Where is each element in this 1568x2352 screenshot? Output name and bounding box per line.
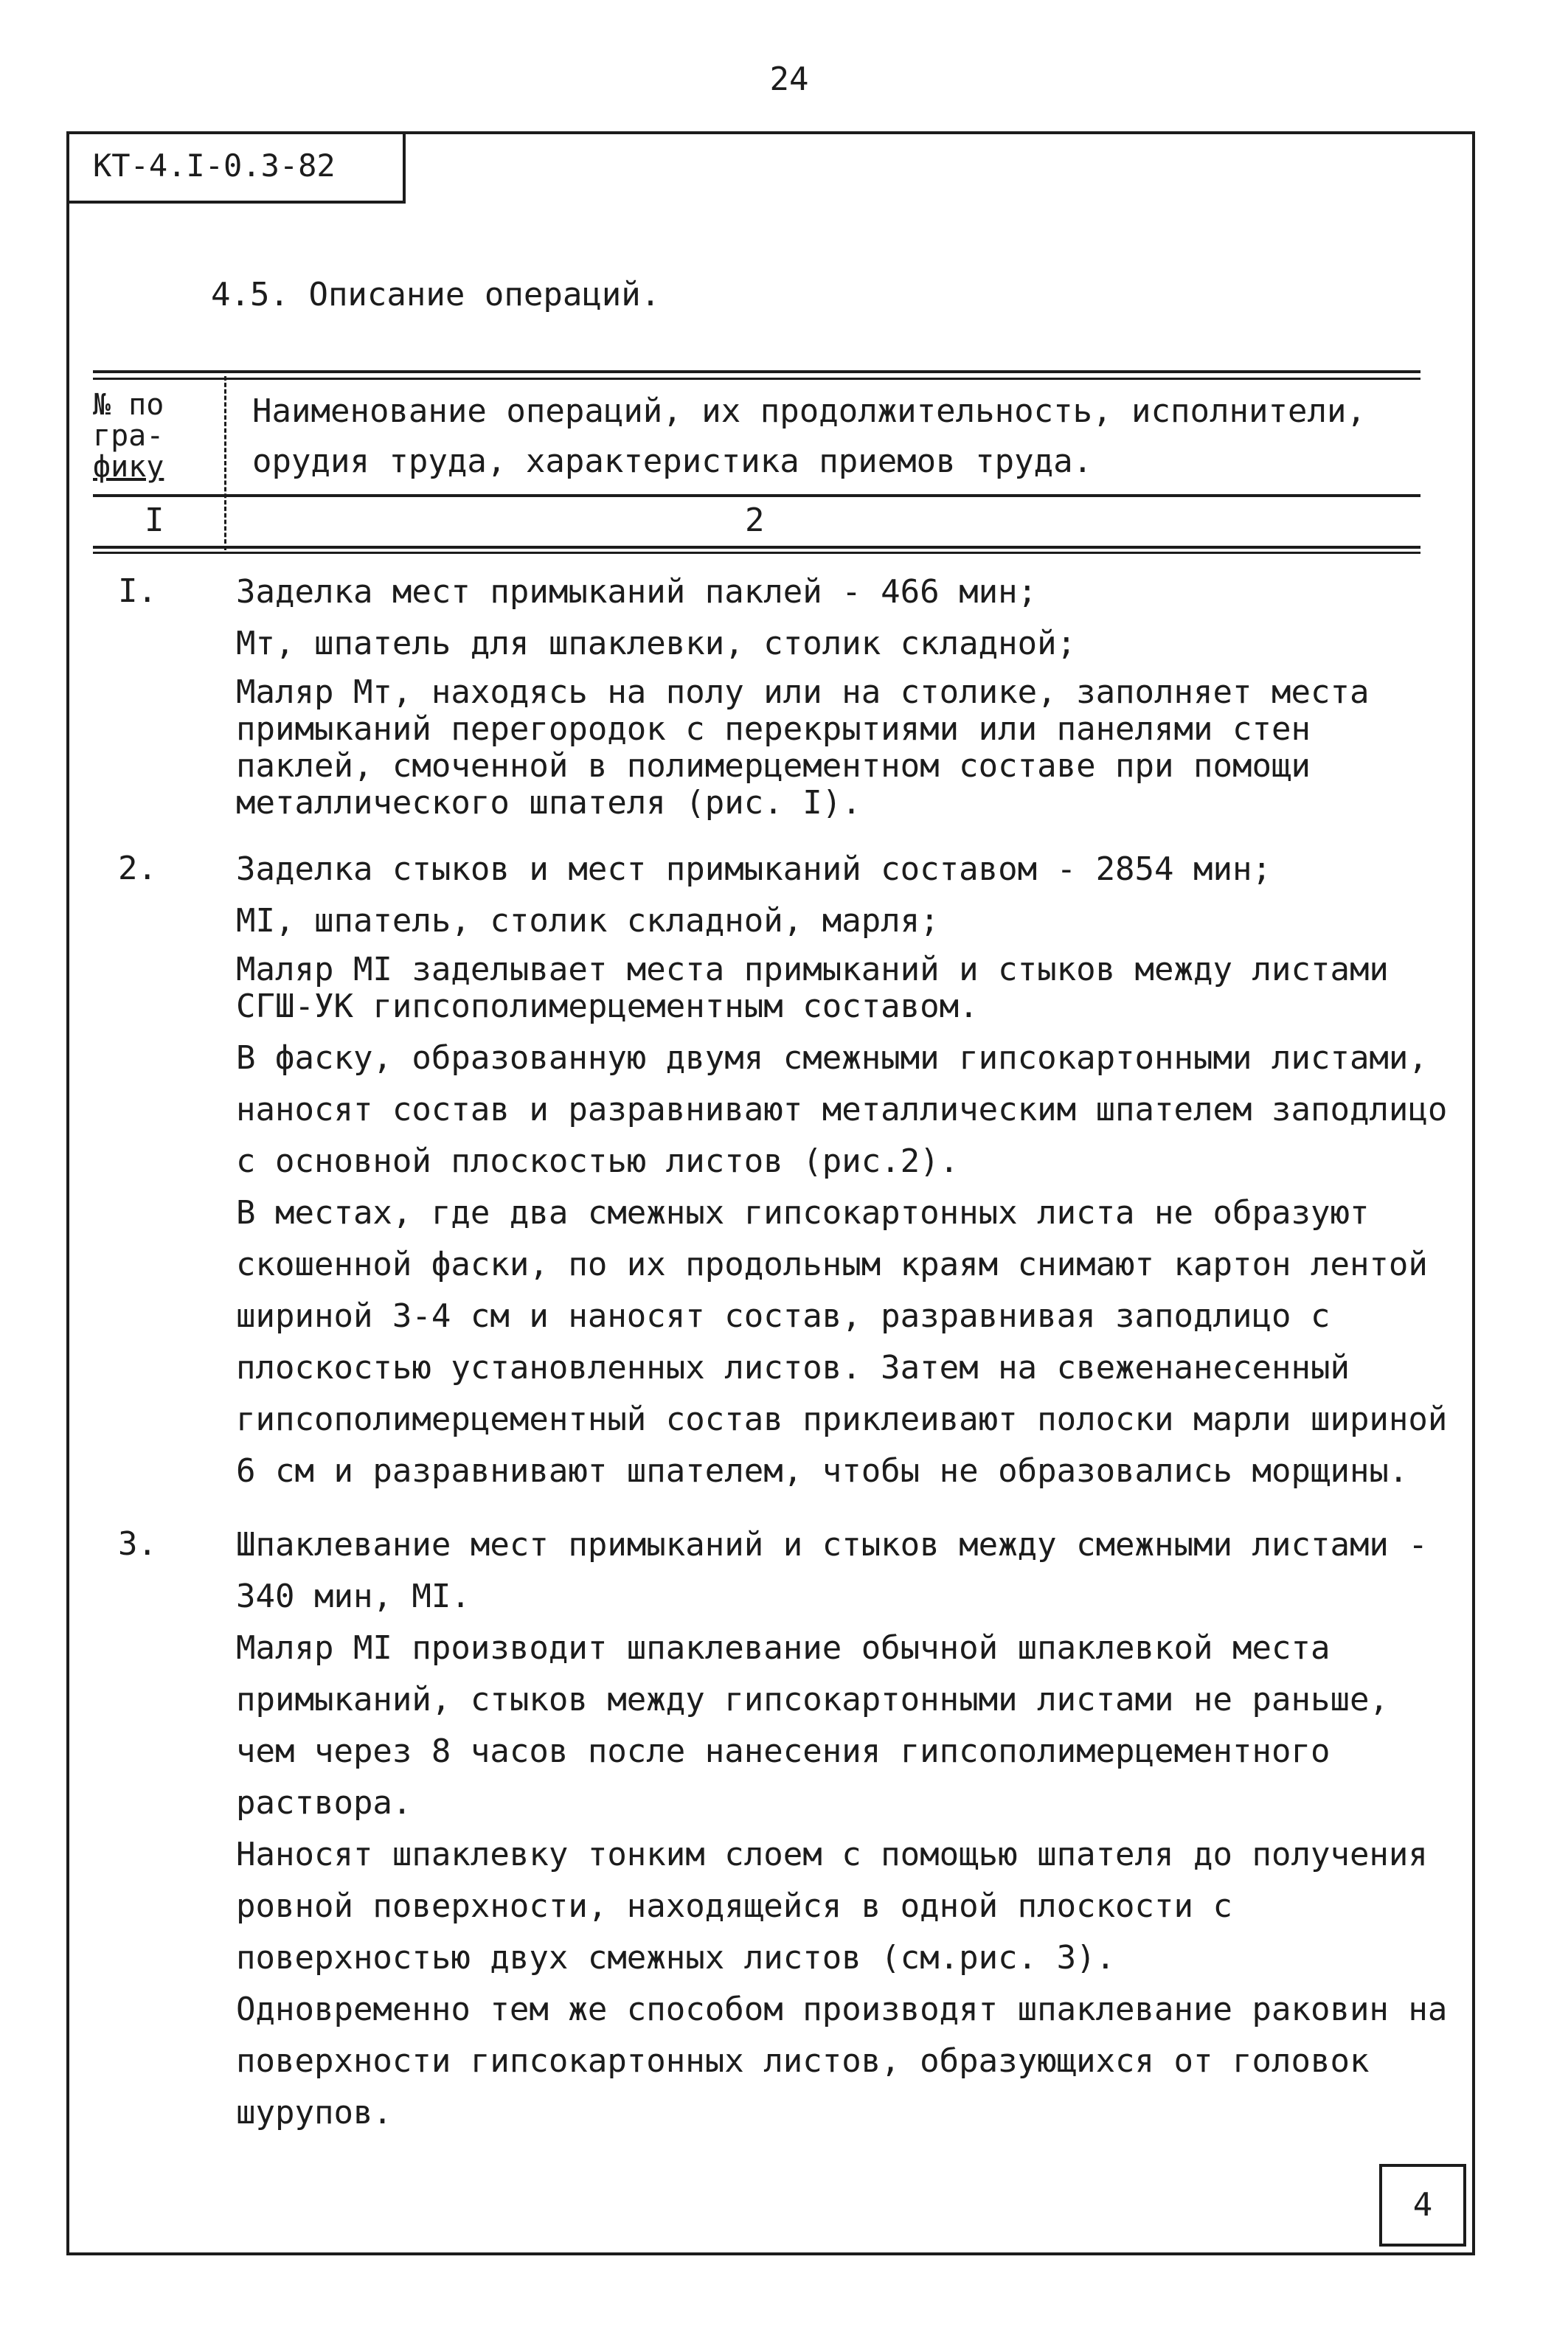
operation-body xyxy=(236,566,1460,822)
operations-list xyxy=(118,566,1460,2139)
operation-number: 3. xyxy=(118,1525,157,1563)
operation-paragraph: В местах, где два смежных гипсокартонных листа не образуют скошенной фаски, по их продольным краям снимают картон лентой шириной 3-4 см и наносят состав, разравнивая заподлицо с плоскостью установленных листов. Затем на свеженанесенный гипсополимерцементный состав приклеивают полоски марли шириной 6 см и разравнивают шпателем, чтобы не образовались морщины. xyxy=(236,1194,1448,1490)
operation-title: Заделка стыков и мест примыканий составом - 2854 мин; xyxy=(236,850,1272,888)
column-1-header-line: гра- xyxy=(93,419,164,453)
operation-item xyxy=(118,566,1460,822)
operation-item xyxy=(118,1519,1460,2139)
sheet-number-box: 4 xyxy=(1379,2164,1466,2247)
column-2-number: 2 xyxy=(745,502,765,539)
column-1-header xyxy=(93,389,218,482)
table-header xyxy=(93,370,1420,555)
operation-paragraph: Маляр МI заделывает места примыканий и стыков между листами СГШ-УК гипсополимерцементным составом. xyxy=(236,951,1389,1025)
operation-item xyxy=(118,844,1460,1497)
header-bottom-rule-inner xyxy=(93,552,1420,554)
document-code: КТ-4.I-0.3-82 xyxy=(66,131,406,204)
operation-paragraph: Маляр Мт, находясь на полу или на столике, заполняет места примыканий перегородок с перекрытиями или панелями стен паклей, смоченной в полимерцементном составе при помощи металлического шпателя (рис. I). xyxy=(236,673,1370,822)
operation-paragraph: Одновременно тем же способом производят шпаклевание раковин на поверхности гипсокартонных листов, образующихся от головок шурупов. xyxy=(236,1991,1448,2131)
operation-number: 2. xyxy=(118,850,157,887)
section-title: 4.5. Описание операций. xyxy=(211,276,661,313)
header-bottom-rule xyxy=(93,546,1420,549)
column-2-header: Наименование операций, их продолжительность, исполнители, орудия труда, характеристика приемов труда. xyxy=(252,392,1366,480)
operation-title: Шпаклевание мест примыканий и стыков между смежными листами - 340 мин, МI. xyxy=(236,1526,1428,1615)
column-1-header-line: фику xyxy=(93,450,164,484)
operation-body xyxy=(236,1519,1460,2139)
operation-tools: МI, шпатель, столик складной, марля; xyxy=(236,902,940,940)
operation-paragraph: В фаску, образованную двумя смежными гипсокартонными листами, наносят состав и разравнивают металлическим шпателем заподлицо с основной плоскостью листов (рис.2). xyxy=(236,1039,1448,1180)
operation-number: I. xyxy=(118,572,157,610)
header-middle-rule xyxy=(93,494,1420,497)
column-1-number: I xyxy=(145,502,164,539)
page-number: 24 xyxy=(769,60,809,98)
operation-paragraph: Маляр МI производит шпаклевание обычной шпаклевкой места примыканий, стыков между гипсокартонными листами не раньше, чем через 8 часов после нанесения гипсополимерцементного раствора. xyxy=(236,1629,1389,1822)
header-top-rule-inner xyxy=(93,378,1420,380)
column-1-header-line: № по xyxy=(93,388,164,422)
operation-paragraph: Наносят шпаклевку тонким слоем с помощью шпателя до получения ровной поверхности, находящейся в одной плоскости с поверхностью двух смежных листов (см.рис. 3). xyxy=(236,1836,1428,1977)
operation-body xyxy=(236,844,1460,1497)
column-separator xyxy=(224,376,226,550)
operation-tools: Мт, шпатель для шпаклевки, столик складной; xyxy=(236,625,1077,662)
header-top-rule xyxy=(93,370,1420,373)
operation-title: Заделка мест примыканий паклей - 466 мин; xyxy=(236,573,1038,611)
